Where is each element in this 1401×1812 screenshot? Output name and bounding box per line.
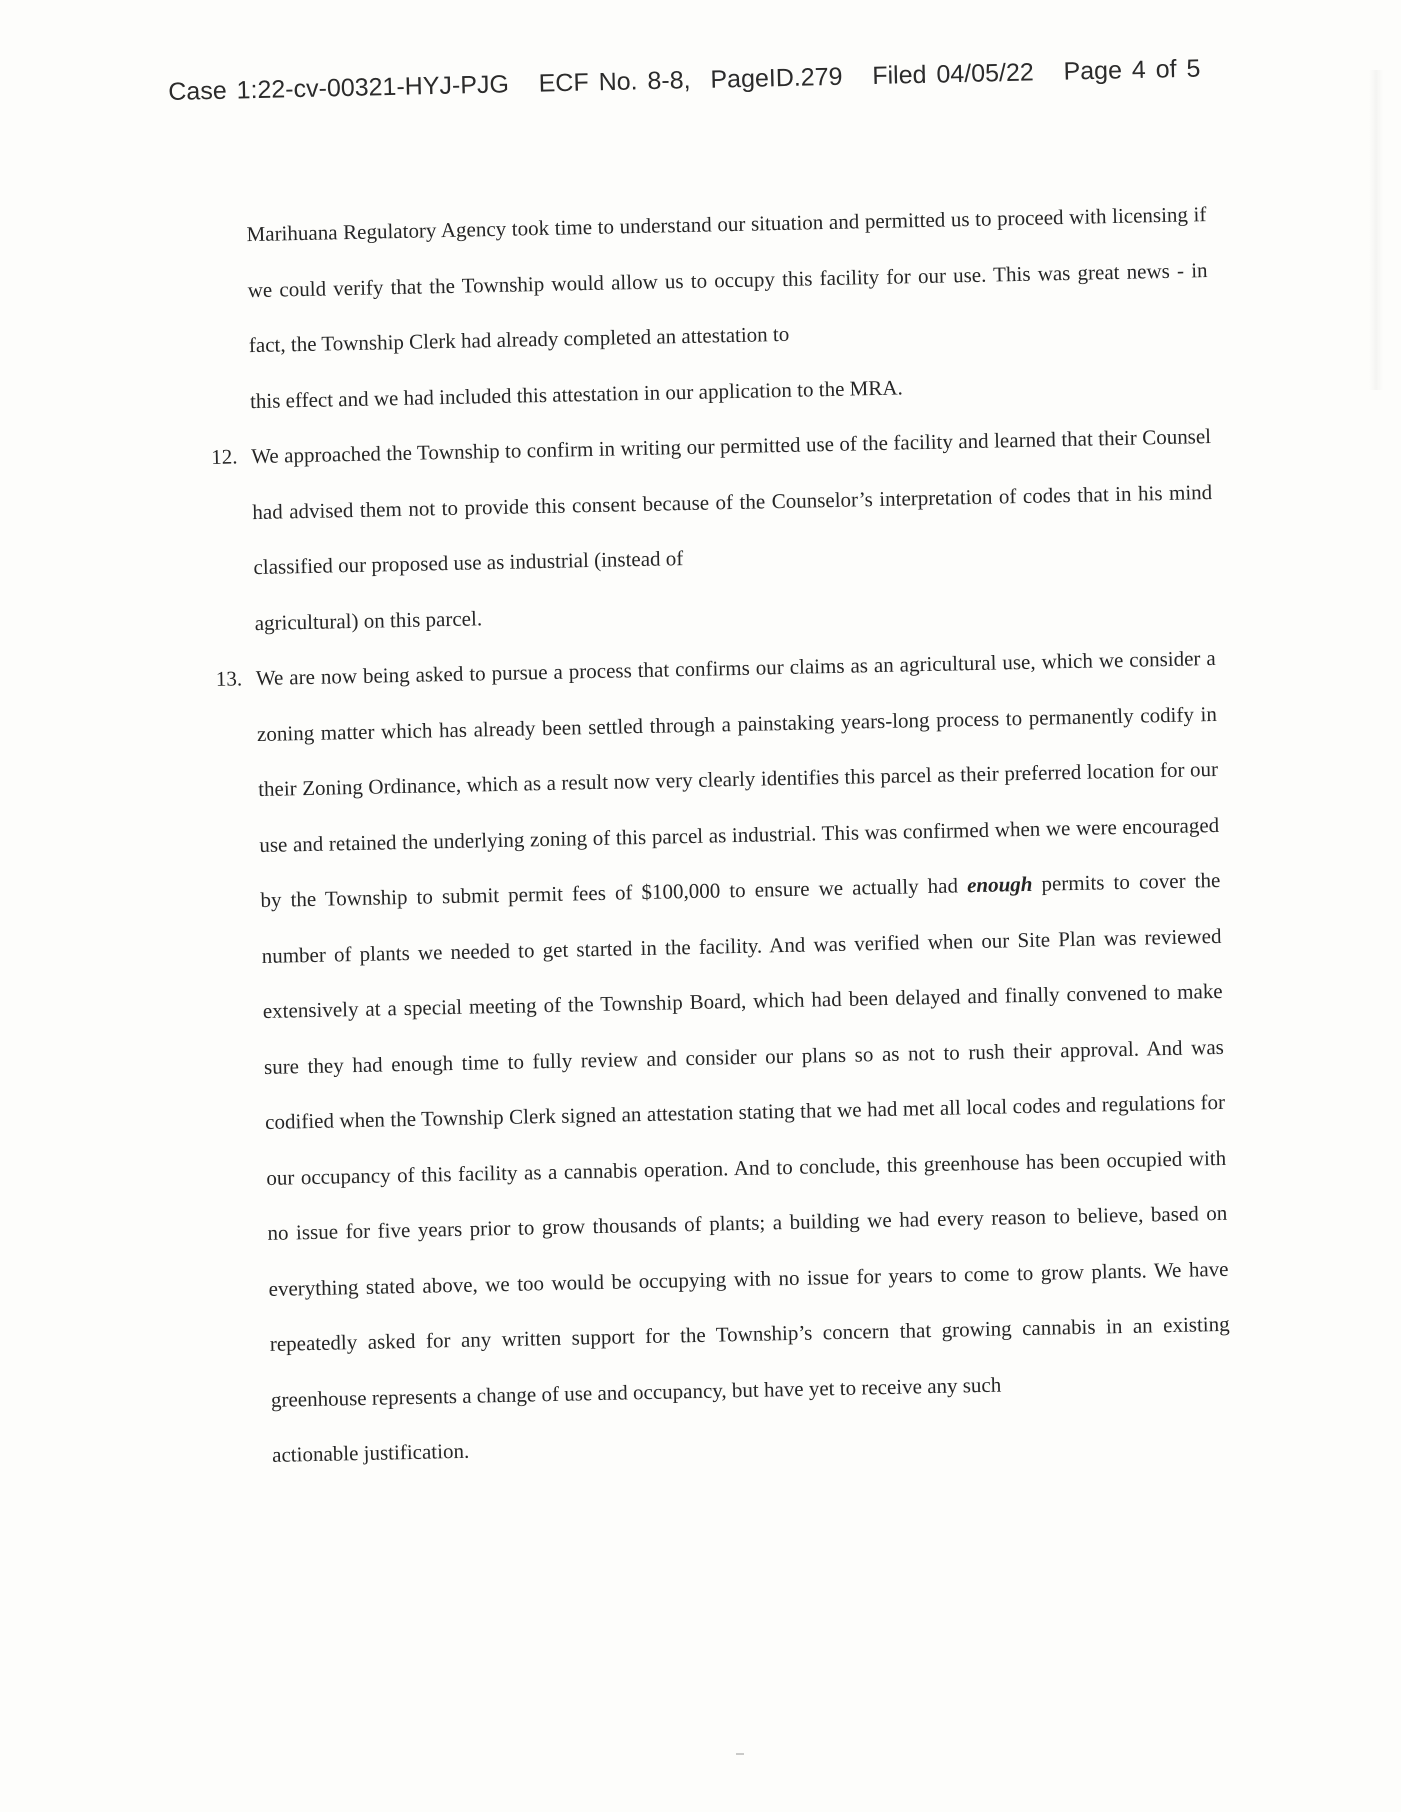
continued-paragraph-text: Marihuana Regulatory Agency took time to understand our situation and permitted us to proceed with licensing if we could verify that the Township would allow us to occupy this facility for our use. This was great news - in fact, the Township Clerk had already completed an attestation to	[246, 202, 1208, 358]
item-last-line: agricultural) on this parcel.	[254, 605, 483, 635]
item-number: 13.	[215, 666, 243, 691]
scan-artifact	[736, 1753, 744, 1755]
item-text-before-emphasis: We are now being asked to pursue a process that confirms our claims as an agricultural use, which we consider a zoning matter which has already been settled through a painstaking years-long process to permanently codify in their Zoning Ordinance, which as a result now very clearly identifies this parcel as their preferred location for our use and retained the underlying zoning of this parcel as industrial. This was confirmed when we were encouraged by the Township to submit permit fees of $100,000 to ensure we actually had	[255, 645, 1220, 913]
item-last-line: actionable justification.	[271, 1438, 470, 1467]
item-text-after-emphasis: permits to cover the number of plants we needed to get started in the facility. And was verified when our Site Plan was reviewed extensively at a special meeting of the Township Board, which had been delayed and finally convened to make sure they had enough time to fully review and consider our plans so as not to rush their approval. And was codified when the Township Clerk signed an attestation stating that we had met all local codes and regulations for our occupancy of this facility as a cannabis operation. And to conclude, this greenhouse has been occupied with no issue for five years prior to grow thousands of plants; a building we had every reason to believe, based on everything stated above, we too would be occupying with no issue for years to come to grow plants. We have repeatedly asked for any written support for the Township’s concern that growing cannabis in an existing greenhouse represents a change of use and occupancy, but have yet to receive any such	[261, 867, 1230, 1412]
filed-date: Filed 04/05/22	[871, 58, 1035, 91]
page-id: PageID.279	[710, 62, 843, 94]
scan-shadow	[1369, 70, 1383, 390]
case-header	[168, 54, 1208, 107]
emphasized-word: enough	[966, 871, 1033, 898]
document-body	[206, 187, 1233, 1484]
continued-paragraph	[206, 187, 1210, 430]
ecf-number: ECF No. 8-8,	[538, 66, 691, 98]
item-text	[255, 631, 1231, 1428]
continued-paragraph-last-line: this effect and we had included this attestation in our application to the MRA.	[249, 374, 903, 413]
numbered-item-12	[211, 409, 1215, 652]
item-number: 12.	[210, 444, 238, 469]
page-number: Page 4 of 5	[1063, 54, 1201, 86]
item-text: We approached the Township to confirm in writing our permitted use of the facility and learned that their Counsel had advised them not to provide this consent because of the Counselor’s interpretation of codes that in his mind classified our proposed use as industrial (instead of	[250, 424, 1213, 580]
case-number: Case 1:22-cv-00321-HYJ-PJG	[168, 70, 510, 106]
numbered-item-13	[215, 631, 1232, 1484]
